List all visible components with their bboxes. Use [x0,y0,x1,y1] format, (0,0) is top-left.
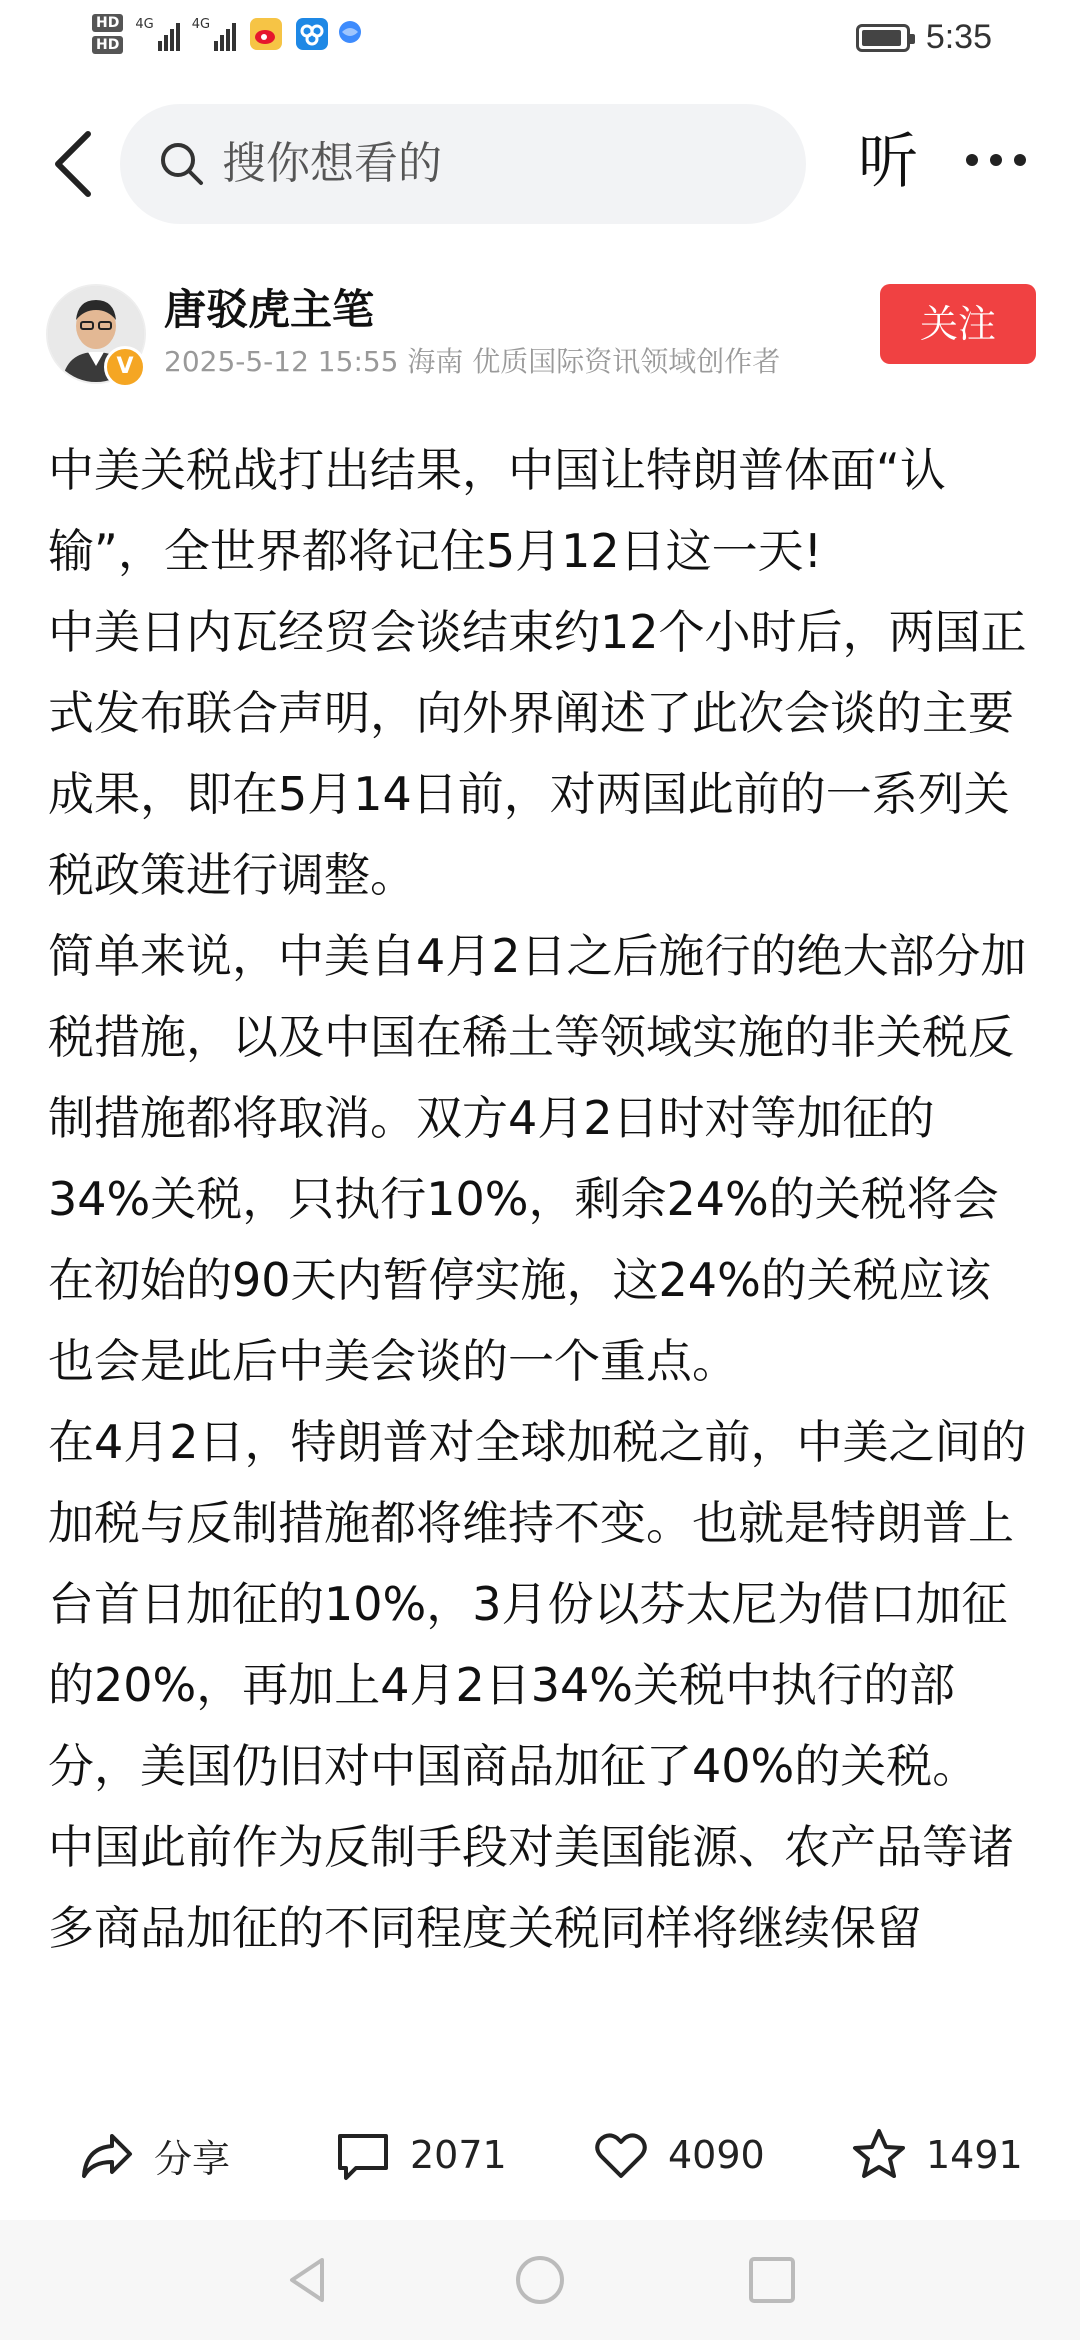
star-icon [850,2126,908,2184]
hd-indicator-2: HD [92,36,123,54]
like-count: 4090 [668,2133,765,2177]
nav-recents-icon[interactable] [746,2254,798,2306]
share-icon [78,2126,136,2184]
article-paragraph: 中美关税战打出结果，中国让特朗普体面“认输”，全世界都将记住5月12日这一天! [48,443,946,578]
author-header [0,280,1080,400]
action-bar [0,2090,1080,2220]
status-bar-left [92,14,364,54]
listen-button[interactable]: 听 [858,127,918,197]
heart-icon [592,2126,650,2184]
follow-button[interactable]: 关注 [880,284,1036,364]
system-nav-bar [0,2220,1080,2340]
article-paragraph: 中美日内瓦经贸会谈结束约12个小时后，两国正式发布联合声明，向外界阐述了此次会谈的主要成果，即在5月14日前，对两国此前的一系列关税政策进行调整。 [48,605,1027,902]
status-bar-right [856,18,992,57]
article-paragraph: 在4月2日，特朗普对全球加税之前，中美之间的加税与反制措施都将维持不变。也就是特朗普上台首日加征的10%，3月份以芬太尼为借口加征的20%，再加上4月2日34%关税中执行的部分，美国仍旧对中国商品加征了40%的关税。 [48,1415,1027,1793]
favorite-count: 1491 [926,2133,1023,2177]
share-label: 分享 [154,2136,231,2181]
hd-indicators [92,14,123,54]
comment-button[interactable] [334,2126,507,2184]
app-notification-icon [296,18,328,50]
article-paragraph: 简单来说，中美自4月2日之后施行的绝大部分加税措施，以及中国在稀土等领域实施的非关税反制措施都将取消。双方4月2日时对等加征的34%关税，只执行10%，剩余24%的关税将会在初始的90天内暂停实施，这24%的关税应该也会是此后中美会谈的一个重点。 [48,929,1027,1388]
post-meta: 2025-5-12 15:55 海南 优质国际资讯领域创作者 [164,345,781,378]
weibo-app-icon [250,18,282,50]
browser-notification-icon [336,18,364,50]
status-bar [0,0,1080,90]
article-paragraph: 中国此前作为反制手段对美国能源、农产品等诸多商品加征的不同程度关税同样将继续保留 [48,1820,1014,1955]
clock: 5:35 [925,18,992,56]
search-placeholder: 搜你想看的 [222,138,442,189]
top-nav [0,100,1080,230]
nav-home-icon[interactable] [514,2254,566,2306]
comment-count: 2071 [410,2133,507,2177]
like-button[interactable] [592,2126,765,2184]
network-type-1: 4G [135,17,154,32]
author-name[interactable]: 唐驳虎主笔 [164,285,375,334]
chevron-left-icon [48,128,100,200]
signal-icon-sim2 [192,17,236,51]
comment-icon [334,2126,392,2184]
back-button[interactable] [48,128,100,200]
more-options-icon[interactable] [966,150,1026,170]
signal-icon-sim1 [135,17,179,51]
network-type-2: 4G [191,17,211,32]
verified-badge-icon: V [104,346,146,388]
share-button[interactable] [78,2126,230,2184]
nav-back-icon[interactable] [282,2254,334,2306]
battery-icon [856,24,910,52]
battery-level [862,30,902,46]
favorite-button[interactable] [850,2126,1023,2184]
search-input[interactable] [120,104,806,224]
search-icon [158,140,206,188]
hd-indicator-1: HD [92,14,123,32]
article-body [48,430,1032,2080]
